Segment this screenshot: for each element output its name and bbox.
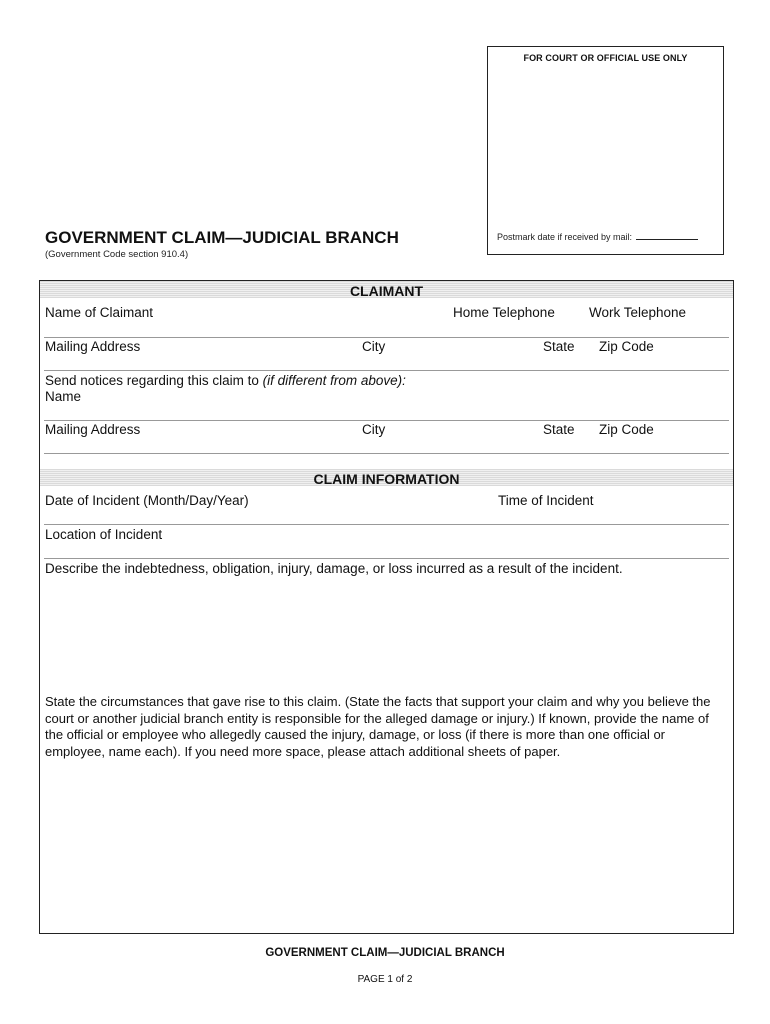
field-divider [44,453,729,454]
time-of-incident-field[interactable]: Time of Incident [498,493,594,508]
field-divider [44,558,729,559]
field-divider [44,337,729,338]
field-divider [44,524,729,525]
footer-title: GOVERNMENT CLAIM—JUDICIAL BRANCH [265,947,505,959]
description-of-loss-field[interactable]: Describe the indebtedness, obligation, injury, damage, or loss incurred as a result of the incident. [45,561,623,576]
notices-city-field[interactable]: City [362,422,386,437]
form-title: GOVERNMENT CLAIM—JUDICIAL BRANCH [45,228,399,247]
notices-prefix: Send notices regarding this claim to [45,373,263,388]
state-field[interactable]: State [543,339,575,354]
claim-information-section-title: CLAIM INFORMATION [313,471,460,487]
notices-mailing-address-field[interactable]: Mailing Address [45,422,141,437]
zip-code-field[interactable]: Zip Code [599,339,654,354]
location-of-incident-field[interactable]: Location of Incident [45,527,163,542]
official-use-title: FOR COURT OR OFFICIAL USE ONLY [523,53,688,63]
home-telephone-field[interactable]: Home Telephone [453,305,555,320]
postmark-date-line[interactable] [636,231,698,240]
notices-zip-code-field[interactable]: Zip Code [599,422,654,437]
work-telephone-field[interactable]: Work Telephone [589,305,687,320]
postmark-date-field[interactable] [497,231,698,242]
claim-form-box [39,280,734,934]
form-subtitle: (Government Code section 910.4) [45,249,189,260]
date-of-incident-field[interactable]: Date of Incident (Month/Day/Year) [45,493,249,508]
field-divider [44,420,729,421]
postmark-date-label: Postmark date if received by mail: [497,232,633,242]
notices-instruction [45,373,406,388]
mailing-address-field[interactable]: Mailing Address [45,339,141,354]
notices-state-field[interactable]: State [543,422,575,437]
official-use-box [487,46,724,255]
claimant-section-title: CLAIMANT [349,283,424,299]
claimant-name-field[interactable]: Name of Claimant [45,305,154,320]
circumstances-field[interactable]: State the circumstances that gave rise to this claim. (State the facts that support your claim and why you believe the court or another judicial branch entity is responsible for the alleged damage or injury.) If known, provide the name of the official or employee who allegedly caused the injury, damage, or loss (if there is more than one official or employee, name each). If you need more space, please attach additional sheets of paper. [45,694,711,759]
page-number: PAGE 1 of 2 [357,974,413,985]
field-divider [44,370,729,371]
city-field[interactable]: City [362,339,386,354]
notices-emphasis: (if different from above): [262,373,406,388]
notices-name-field[interactable]: Name [45,389,82,404]
